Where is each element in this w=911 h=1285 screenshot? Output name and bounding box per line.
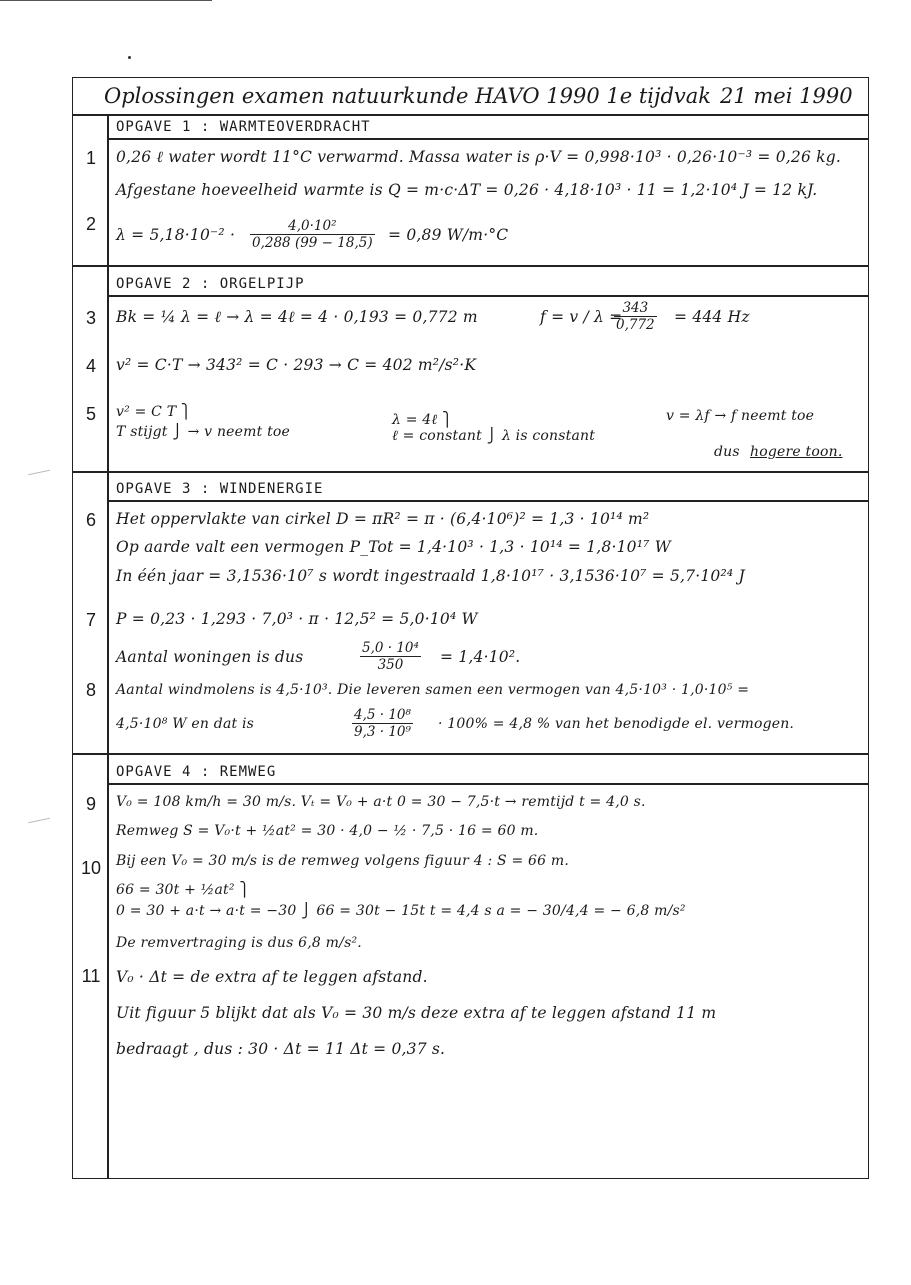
section-heading: OPGAVE 4 : REMWEG: [116, 764, 277, 780]
fraction-numerator: 5,0 · 10⁴: [362, 640, 419, 656]
fraction-denominator: 350: [360, 656, 421, 673]
fraction-numerator: 4,0·10²: [288, 218, 337, 234]
fraction: [352, 707, 413, 740]
answer-line: v² = C T ⎫: [116, 404, 192, 420]
answer-line: V₀ = 108 km/h = 30 m/s. Vₜ = V₀ + a·t 0 = 30 − 7,5·t → remtijd t = 4,0 s.: [116, 794, 646, 810]
margin-mark: [28, 470, 50, 476]
fraction: [250, 218, 375, 251]
answer-line: = 0,89 W/m·°C: [388, 226, 509, 244]
answer-line: λ = 5,18·10⁻² ·: [116, 226, 236, 244]
fraction-denominator: 9,3 · 10⁹: [354, 724, 411, 740]
row-divider: [107, 295, 869, 297]
fraction: [614, 300, 657, 333]
answer-line: Bk = ¼ λ = ℓ → λ = 4ℓ = 4 · 0,193 = 0,772 m: [116, 308, 478, 326]
answer-line: Uit figuur 5 blijkt dat als V₀ = 30 m/s deze extra af te leggen afstand 11 m: [116, 1004, 717, 1022]
question-number: 4: [85, 356, 96, 376]
answer-line: V₀ · Δt = de extra af te leggen afstand.: [116, 968, 428, 986]
answer-line: Bij een V₀ = 30 m/s is de remweg volgens figuur 4 : S = 66 m.: [116, 853, 570, 869]
stray-dot: [128, 56, 131, 59]
answer-line: 0 = 30 + a·t → a·t = −30 ⎭ 66 = 30t − 15t t = 4,4 s a = − 30/4,4 = − 6,8 m/s²: [116, 903, 686, 919]
question-number: 7: [85, 610, 96, 630]
answer-line: Het oppervlakte van cirkel D = πR² = π · (6,4·10⁶)² = 1,3 · 10¹⁴ m²: [116, 510, 650, 528]
section-heading: OPGAVE 1 : WARMTEOVERDRACHT: [116, 119, 371, 135]
question-number: 1: [85, 148, 96, 168]
answer-line: Afgestane hoeveelheid warmte is Q = m·c·ΔT = 0,26 · 4,18·10³ · 11 = 1,2·10⁴ J = 12 kJ.: [116, 181, 818, 199]
section-heading: OPGAVE 3 : WINDENERGIE: [116, 481, 324, 497]
answer-line: 4,5·10⁸ W en dat is: [116, 716, 255, 732]
page-title: [100, 80, 860, 112]
question-number: 8: [85, 680, 96, 700]
row-divider: [107, 783, 869, 785]
answer-line: · 100% = 4,8 % van het benodigde el. vermogen.: [438, 716, 795, 732]
question-number: 10: [80, 858, 102, 878]
section-heading: OPGAVE 2 : ORGELPIJP: [116, 276, 305, 292]
answer-line: Op aarde valt een vermogen P_Tot = 1,4·10³ · 1,3 · 10¹⁴ = 1,8·10¹⁷ W: [116, 538, 671, 556]
row-divider: [107, 500, 869, 502]
answer-line: λ = 4ℓ ⎫: [392, 412, 453, 428]
question-number: 2: [85, 214, 96, 234]
answer-line: Aantal woningen is dus: [116, 648, 304, 666]
row-divider: [72, 265, 869, 267]
answer-line: Aantal windmolens is 4,5·10³. Die leveren samen een vermogen van 4,5·10³ · 1,0·10⁵ =: [116, 682, 750, 698]
question-number: 9: [85, 794, 96, 814]
answer-line: 0,26 ℓ water wordt 11°C verwarmd. Massa water is ρ·V = 0,998·10³ · 0,26·10⁻³ = 0,26 kg.: [116, 148, 841, 166]
answer-line: In één jaar = 3,1536·10⁷ s wordt ingestraald 1,8·10¹⁷ · 3,1536·10⁷ = 5,7·10²⁴ J: [116, 567, 745, 585]
row-divider: [72, 114, 869, 116]
title-text: Oplossingen examen natuurkunde HAVO 1990 1e tijdvak: [104, 84, 712, 108]
row-divider: [72, 471, 869, 473]
answer-line: dus: [714, 444, 740, 460]
row-divider: [107, 138, 869, 140]
answer-line: = 1,4·10².: [440, 648, 521, 666]
answer-line: f = v / λ =: [540, 308, 623, 326]
answer-line: Remweg S = V₀·t + ½at² = 30 · 4,0 − ½ · 7,5 · 16 = 60 m.: [116, 823, 539, 839]
answer-line: v² = C·T → 343² = C · 293 → C = 402 m²/s²·K: [116, 356, 477, 374]
question-number: 11: [81, 966, 101, 986]
fraction-denominator: 0,772: [616, 317, 655, 333]
answer-line: T stijgt ⎭ → v neemt toe: [116, 424, 291, 440]
margin-mark: [28, 818, 50, 824]
row-divider: [72, 753, 869, 755]
fraction-numerator: 343: [622, 300, 649, 316]
fraction-numerator: 4,5 · 10⁸: [354, 707, 411, 723]
page-top-rule: [0, 0, 212, 1]
question-number: 3: [85, 308, 96, 328]
answer-line: v = λf → f neemt toe: [666, 408, 815, 424]
answer-line: ℓ = constant ⎭ λ is constant: [392, 428, 596, 444]
answer-line: 66 = 30t + ½at² ⎫: [116, 882, 251, 898]
fraction-denominator: 0,288 (99 − 18,5): [252, 235, 373, 251]
answer-line: bedraagt , dus : 30 · Δt = 11 Δt = 0,37 s.: [116, 1040, 446, 1058]
answer-line: = 444 Hz: [674, 308, 750, 326]
fraction: [360, 640, 421, 673]
question-number: 5: [85, 404, 96, 424]
answer-line: P = 0,23 · 1,293 · 7,0³ · π · 12,5² = 5,0·10⁴ W: [116, 610, 478, 628]
number-column-divider: [107, 115, 109, 1178]
answer-line: De remvertraging is dus 6,8 m/s².: [116, 935, 362, 951]
title-date: 21 mei 1990: [720, 84, 853, 108]
answer-line: hogere toon.: [750, 444, 843, 460]
question-number: 6: [85, 510, 96, 530]
